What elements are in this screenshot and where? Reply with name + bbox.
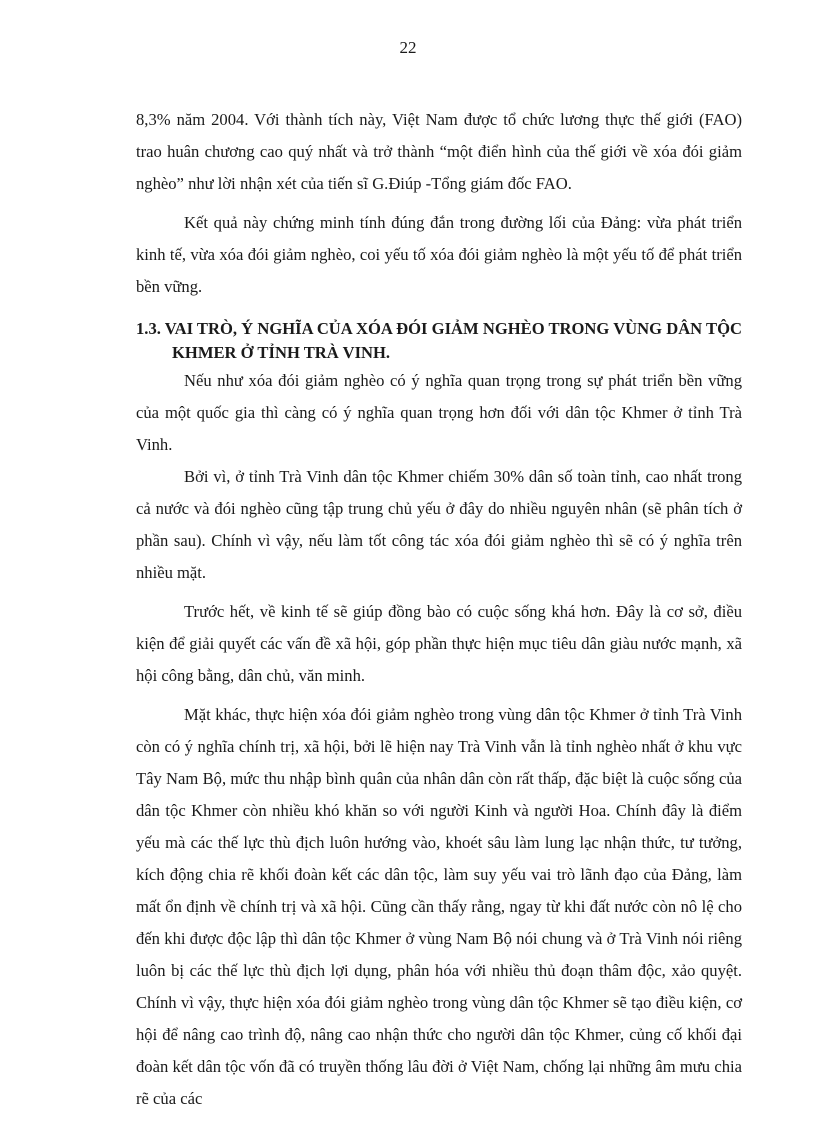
page-number: 22 (399, 38, 417, 57)
paragraph: Trước hết, về kinh tế sẽ giúp đồng bào có cuộc sống khá hơn. Đây là cơ sở, điều kiện để giải quyết các vấn đề xã hội, góp phần thực hiện mục tiêu dân giàu nước mạnh, xã hội công bằng, dân chủ, văn minh. (136, 602, 742, 685)
section-heading: 1.3. VAI TRÒ, Ý NGHĨA CỦA XÓA ĐÓI GIẢM NGHÈO TRONG VÙNG DÂN TỘC KHMER Ở TỈNH TRÀ VINH. (136, 319, 742, 362)
paragraph: Kết quả này chứng minh tính đúng đắn trong đường lối của Đảng: vừa phát triển kinh tế, vừa xóa đói giảm nghèo, coi yếu tố xóa đói giảm nghèo là một yếu tố để phát triển bền vững. (136, 213, 742, 296)
document-body (136, 104, 742, 1122)
paragraph: Mặt khác, thực hiện xóa đói giảm nghèo trong vùng dân tộc Khmer ở tỉnh Trà Vinh còn có ý nghĩa chính trị, xã hội, bởi lẽ hiện nay Trà Vinh vẫn là tỉnh nghèo nhất ở khu vực Tây Nam Bộ, mức thu nhập bình quân của nhân dân còn rất thấp, đặc biệt là cuộc sống của dân tộc Khmer còn nhiều khó khăn so với người Kinh và người Hoa. Chính đây là điểm yếu mà các thế lực thù địch luôn hướng vào, khoét sâu làm lung lạc nhận thức, tư tưởng, kích động chia rẽ khối đoàn kết các dân tộc, làm suy yếu vai trò lãnh đạo của Đảng, làm mất ổn định về chính trị và xã hội. Cũng cần thấy rằng, ngay từ khi đất nước còn nô lệ cho đến khi được độc lập thì dân tộc Khmer ở vùng Nam Bộ nói chung và ở Trà Vinh nói riêng luôn bị các thế lực thù địch lợi dụng, phân hóa với nhiều thủ đoạn thâm độc, xảo quyệt. Chính vì vậy, thực hiện xóa đói giảm nghèo trong vùng dân tộc Khmer sẽ tạo điều kiện, cơ hội để nâng cao trình độ, nâng cao nhận thức cho người dân tộc Khmer, củng cố khối đại đoàn kết dân tộc vốn đã có truyền thống lâu đời ở Việt Nam, chống lại những âm mưu chia rẽ của các (136, 705, 742, 1108)
paragraph: Bởi vì, ở tỉnh Trà Vinh dân tộc Khmer chiếm 30% dân số toàn tỉnh, cao nhất trong cả nước và đói nghèo cũng tập trung chủ yếu ở đây do nhiều nguyên nhân (sẽ phân tích ở phần sau). Chính vì vậy, nếu làm tốt công tác xóa đói giảm nghèo thì sẽ có ý nghĩa trên nhiều mặt. (136, 467, 742, 582)
paragraph: 8,3% năm 2004. Với thành tích này, Việt Nam được tổ chức lương thực thế giới (FAO) trao huân chương cao quý nhất và trở thành “một điển hình của thế giới về xóa đói giảm nghèo” như lời nhận xét của tiến sĩ G.Điúp -Tổng giám đốc FAO. (136, 110, 742, 193)
paragraph: Nếu như xóa đói giảm nghèo có ý nghĩa quan trọng trong sự phát triển bền vững của một quốc gia thì càng có ý nghĩa quan trọng hơn đối với dân tộc Khmer ở tỉnh Trà Vinh. (136, 371, 742, 454)
